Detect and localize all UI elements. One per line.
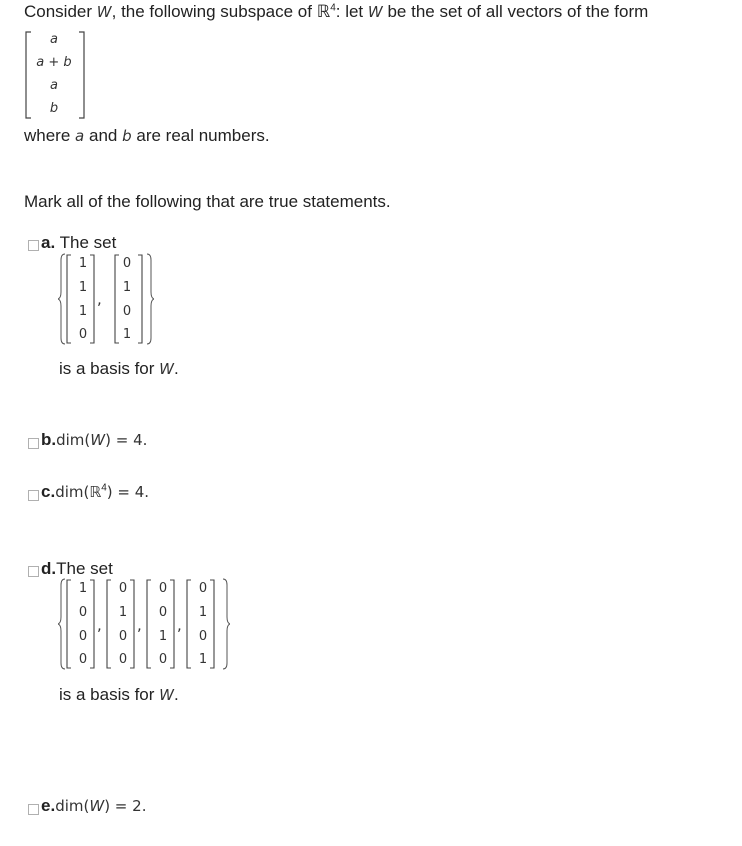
option-e-label	[41, 796, 146, 816]
option-b-text-end: ) = 4.	[105, 431, 148, 449]
option-a-v1-r1: 1	[78, 256, 88, 271]
intro-end: : let	[335, 2, 364, 21]
option-b-text: dim(	[56, 431, 91, 449]
reals-symbol: ℝ	[316, 2, 331, 21]
option-d-comma-3: ,	[177, 616, 182, 634]
option-d-checkbox[interactable]	[28, 566, 39, 577]
option-d-comma-2: ,	[137, 616, 142, 634]
option-d-v2-r4: 0	[118, 652, 128, 667]
option-e-text: dim(	[55, 797, 90, 815]
option-d-v1-r3: 0	[78, 629, 88, 644]
option-d-v3-r1: 0	[158, 581, 168, 596]
option-e-letter: e.	[41, 796, 56, 815]
exponent-4: 4	[330, 2, 336, 14]
option-d-v3-r2: 0	[158, 605, 168, 620]
option-e-text-end: ) = 2.	[104, 797, 147, 815]
option-a-tail-end: .	[174, 359, 179, 378]
option-d-tail-var: W	[159, 686, 175, 704]
form-vector-entry-1: a	[50, 32, 58, 47]
where-line	[24, 126, 270, 146]
option-d-letter: d.	[41, 559, 57, 578]
option-d-v2-r3: 0	[118, 629, 128, 644]
option-b-var: W	[90, 431, 106, 449]
option-a-v1-r4: 0	[78, 327, 88, 342]
form-vector-entry-2: a + b	[36, 55, 72, 70]
option-c-text-end: ) = 4.	[106, 483, 150, 501]
and-word: and	[88, 126, 118, 145]
option-a-tail	[59, 359, 179, 379]
option-b-label	[41, 430, 147, 450]
var-a: a	[75, 127, 85, 145]
option-c-text: dim(	[55, 483, 90, 501]
option-e-checkbox[interactable]	[28, 804, 39, 815]
option-d-v4-r3: 0	[198, 629, 208, 644]
var-w-2: W	[367, 3, 383, 21]
option-d-v2-r1: 0	[118, 581, 128, 596]
option-d-tail	[59, 685, 179, 705]
option-d-v4-r4: 1	[198, 652, 208, 667]
option-a-v1-r3: 1	[78, 304, 88, 319]
option-a-v2-r4: 1	[122, 327, 132, 342]
option-d-v3-r3: 1	[158, 629, 168, 644]
option-a-v1-r2: 1	[78, 280, 88, 295]
option-d-tail-end: .	[174, 685, 179, 704]
option-d-comma-1: ,	[97, 616, 102, 634]
option-b-letter: b.	[41, 430, 57, 449]
option-c-checkbox[interactable]	[28, 490, 39, 501]
where-prefix: where	[24, 126, 71, 145]
option-d-v4-r1: 0	[198, 581, 208, 596]
intro-end-2: be the set of all vectors of the form	[387, 2, 649, 21]
option-d-label	[41, 559, 113, 579]
option-a-checkbox[interactable]	[28, 240, 39, 251]
option-d-tail-text: is a basis for	[59, 685, 155, 704]
option-a-label	[41, 233, 116, 253]
question-intro	[24, 2, 648, 22]
option-a-v2-r3: 0	[122, 304, 132, 319]
var-w: W	[96, 3, 112, 21]
option-c-reals: ℝ	[89, 483, 102, 501]
option-c-letter: c.	[41, 482, 56, 501]
option-e-var: W	[89, 797, 105, 815]
option-d-v2-r2: 1	[118, 605, 128, 620]
option-c-exp: 4	[101, 482, 107, 494]
option-d-v4-r2: 1	[198, 605, 208, 620]
intro-mid: , the following subspace of	[111, 2, 312, 21]
option-a-v2-r2: 1	[122, 280, 132, 295]
option-a-tail-text: is a basis for	[59, 359, 155, 378]
option-b-checkbox[interactable]	[28, 438, 39, 449]
intro-start: Consider	[24, 2, 93, 21]
option-a-letter: a.	[41, 233, 56, 252]
option-a-comma: ,	[97, 290, 102, 308]
form-vector-entry-4: b	[49, 101, 59, 116]
option-c-label	[41, 482, 149, 502]
option-a-tail-var: W	[159, 360, 175, 378]
option-d-v1-r2: 0	[78, 605, 88, 620]
where-suffix: are real numbers.	[136, 126, 270, 145]
option-d-v1-r1: 1	[78, 581, 88, 596]
form-vector-entry-3: a	[50, 78, 58, 93]
option-a-v2-r1: 0	[122, 256, 132, 271]
var-b: b	[122, 127, 132, 145]
instruction-text: Mark all of the following that are true statements.	[24, 192, 391, 211]
option-d-v1-r4: 0	[78, 652, 88, 667]
option-a-lead: The set	[59, 233, 117, 252]
option-d-v3-r4: 0	[158, 652, 168, 667]
option-d-lead: The set	[56, 559, 113, 578]
